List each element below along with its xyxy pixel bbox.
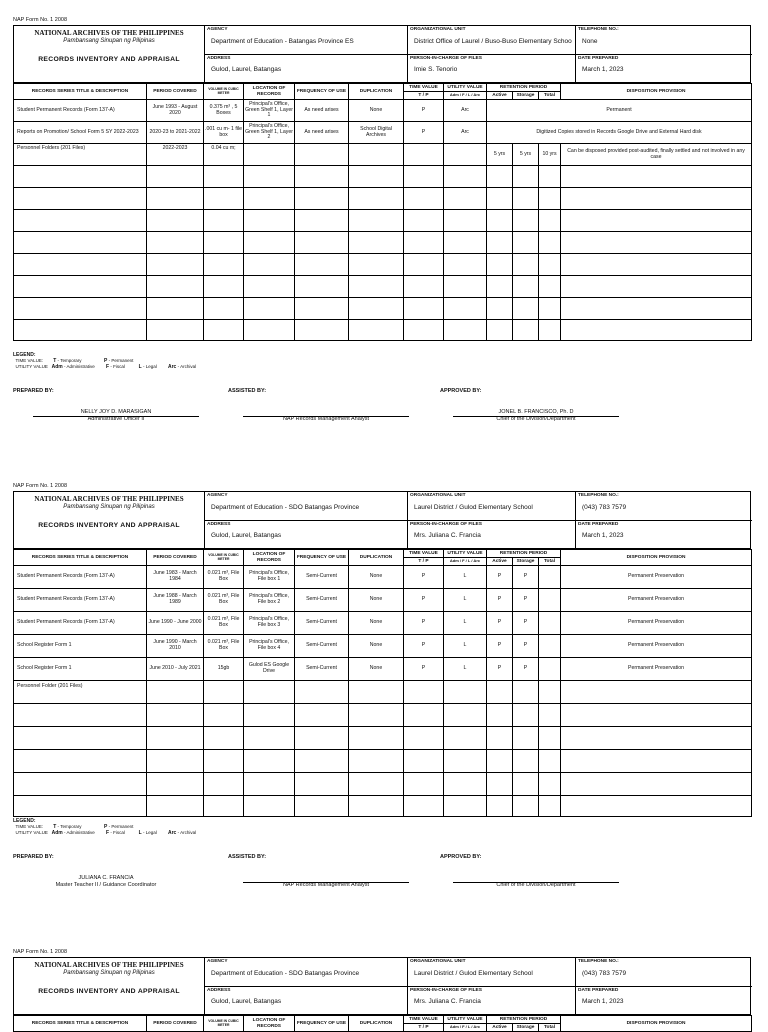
col-location: LOCATION OF RECORDS [244,84,295,100]
address-value: Gulod, Laurel, Batangas [211,532,282,539]
col-disposition: DISPOSITION PROVISION [561,84,752,100]
nat-title: NATIONAL ARCHIVES OF THE PHILIPPINES [34,29,184,37]
col-utility-sub: Adm / F / L / Arc [444,92,487,100]
inventory-table: RECORDS SERIES TITLE & DESCRIPTION PERIOD COVERED VOLUME IN CUBIC METER LOCATION OF RECORDS FREQUENCY OF USE DUPLICATION TIME VALUE UTILITY VALUE RETENTION PERIOD DISPOSITION PROVISION T / P Adm / F / L / Arc Active Storage Total Student Permanent Records (Form 137-A) June 1983 - March 1984 0.021 m³, File Box Principal's Office, File box 1 Semi-Current None P L P P Permanent Preservation Student Permanent Records (Form 137-A) June 1988 - March 1989 0.021 m³, File Box Principal's Office, File box 2 Semi-Current None P L P P Permanent Preservation Student Permanent Records (Form 137-A) June 1990 - June 2000 0.021 m³, File Box Principal's Office, File box 3 Semi-Current None P L P P Permanent Preservation School Register Form 1 June 1990 - March 2010 0.021 m³, File Box Principal's Office, File box 4 Semi-Current None P L P P Permanent Preservation School Register Form 1 June 2010 - July 2021 15gb Gulod ES Google Drive Semi-Current None P L P P Permanent Preservation Personnel Folder (201 Files) [13,549,752,817]
form-number: NAP Form No. 1 2008 [13,17,68,23]
prepared-name: JULIANA C. FRANCIA [78,875,134,881]
address-label: ADDRESS [207,56,231,61]
org-unit-label: ORGANIZATIONAL UNIT [410,27,466,32]
person-label: PERSON-IN-CHARGE OF FILES [410,56,482,61]
nat-subtitle: Pambansang Sinupan ng Pilipinas [63,504,155,510]
form-header [13,25,751,83]
records-title: RECORDS INVENTORY AND APPRAISAL [38,56,180,63]
col-active: Active [487,92,513,100]
form-number: NAP Form No. 1 2008 [13,483,68,489]
table-row: Student Permanent Records (Form 137-A) June 1990 - June 2000 0.021 m³, File Box Principal's Office, File box 3 Semi-Current None P L P P Permanent Preservation [14,612,752,635]
col-utility: UTILITY VALUE [444,84,487,92]
inventory-table: RECORDS SERIES TITLE & DESCRIPTION PERIOD COVERED VOLUME IN CUBIC METER LOCATION OF RECORDS FREQUENCY OF USE DUPLICATION TIME VALUE UTILITY VALUE RETENTION PERIOD DISPOSITION PROVISION T / P Adm / F / L / Arc Active Storage Total [13,1015,752,1032]
legend: LEGEND: TIME VALUE: T - Temporary P - Permanent UTILITY VALUE Adm - Administrative F - Fiscal L - Legal Arc - Archival [13,818,197,836]
table-row: School Register Form 1 June 1990 - March 2010 0.021 m³, File Box Principal's Office, File box 4 Semi-Current None P L P P Permanent Preservation [14,635,752,658]
nat-subtitle: Pambansang Sinupan ng Pilipinas [63,38,155,44]
date-label: DATE PREPARED [578,56,619,61]
telephone-label: TELEPHONE NO.: [578,27,619,32]
table-row: Student Permanent Records (Form 137-A) June 1993 - August 2020 0.375 m³ , 5 Boxes Principal's Office, Green Shelf 1, Layer 1 As need arises None P Arc Permanent [14,100,752,122]
org-unit-value: Laurel District / Gulod Elementary School [414,970,533,977]
col-frequency: FREQUENCY OF USE [295,84,349,100]
org-unit-value: District Office of Laurel / Buso-Buso Elementary Schoo [414,38,572,45]
table-row: Student Permanent Records (Form 137-A) June 1988 - March 1989 0.021 m³, File Box Principal's Office, File box 2 Semi-Current None P L P P Permanent Preservation [14,589,752,612]
table-row: Student Permanent Records (Form 137-A) June 1983 - March 1984 0.021 m³, File Box Principal's Office, File box 1 Semi-Current None P L P P Permanent Preservation [14,566,752,589]
agency-value: Department of Education - SDO Batangas Province [211,970,360,977]
telephone-value: (043) 783 7579 [582,970,627,977]
legend: LEGEND: TIME VALUE: T - Temporary P - Permanent UTILITY VALUE Adm - Administrative F - Fiscal L - Legal Arc - Archival [13,352,197,370]
nat-title: NATIONAL ARCHIVES OF THE PHILIPPINES [34,495,184,503]
approved-name: JONEL B. FRANCISCO, Ph. D [498,409,574,415]
col-retention: RETENTION PERIOD [487,84,561,92]
org-unit-value: Laurel District / Gulod Elementary School [414,504,533,511]
inventory-table [13,83,752,341]
approved-by-label: APPROVED BY: [440,388,482,394]
agency-value: Department of Education - Batangas Province ES [211,38,354,45]
col-time-value: TIME VALUE [404,84,444,92]
table-row: School Register Form 1 June 2010 - July 2021 15gb Gulod ES Google Drive Semi-Current None P L P P Permanent Preservation [14,658,752,681]
col-tp: T / P [404,92,444,100]
col-volume: VOLUME IN CUBIC METER [204,84,244,100]
col-duplication: DUPLICATION [349,84,404,100]
person-value: Mrs. Juliana C. Francia [414,532,481,539]
table-row: Reports on Promotion/ School Form 5 SY 2022-2023 2020-23 to 2021-2022 .001 cu m- 1 file box Principal's Office, Green Shelf 1, Layer 2 As need arises School Digital Archives P Arc Digitized Copies stored in Records Google Drive and External Hard disk [14,122,752,144]
form-header: NATIONAL ARCHIVES OF THE PHILIPPINES Pambansang Sinupan ng Pilipinas RECORDS INVENTORY AND APPRAISAL AGENCY Department of Education - SDO Batangas Province ADDRESS Gulod, Laurel, Batangas ORGANIZATIONAL UNIT Laurel District / Gulod Elementary School PERSON-IN-CHARGE OF FILES Mrs. Juliana C. Francia TELEPHONE NO.: (043) 783 7579 DATE PREPARED March 1, 2023 [13,491,751,549]
approved-title: Chief of the Division/Department [496,416,576,422]
telephone-value: (043) 783 7579 [582,504,627,511]
assisted-title: NAP Records Management Analyst [282,416,370,422]
records-title: RECORDS INVENTORY AND APPRAISAL [38,522,180,529]
table-row: Personnel Folders (201 Files) 2022-2023 0.04 cu m; 5 yrs 5 yrs 10 yrs Can be disposed provided post-audited, finally settled and not involved in any case [14,144,752,166]
assisted-by-label: ASSISTED BY: [228,388,267,394]
person-value: Imie S. Tenorio [414,66,458,73]
form-number: NAP Form No. 1 2008 [13,949,68,955]
agency-value: Department of Education - SDO Batangas Province [211,504,360,511]
form-header: NATIONAL ARCHIVES OF THE PHILIPPINES Pambansang Sinupan ng Pilipinas RECORDS INVENTORY AND APPRAISAL AGENCY Department of Education - SDO Batangas Province ADDRESS Gulod, Laurel, Batangas ORGANIZATIONAL UNIT Laurel District / Gulod Elementary School PERSON-IN-CHARGE OF FILES Mrs. Juliana C. Francia TELEPHONE NO.: (043) 783 7579 DATE PREPARED March 1, 2023 [13,957,751,1015]
col-storage: Storage [513,92,539,100]
prepared-title: Administrative Officer II [87,416,145,422]
prepared-by-label: PREPARED BY: [13,388,54,394]
agency-label: AGENCY [207,27,228,32]
address-value: Gulod, Laurel, Batangas [211,998,282,1005]
date-value: March 1, 2023 [582,532,624,539]
date-value: March 1, 2023 [582,66,624,73]
col-series: RECORDS SERIES TITLE & DESCRIPTION [14,84,147,100]
assisted-title: NAP Records Management Analyst [282,882,370,888]
person-value: Mrs. Juliana C. Francia [414,998,481,1005]
approved-title: Chief of the Division/Department [496,882,576,888]
date-value: March 1, 2023 [582,998,624,1005]
prepared-name: NELLY JOY D. MARASIGAN [80,409,152,415]
address-value: Gulod, Laurel, Batangas [211,66,282,73]
col-total: Total [539,92,561,100]
telephone-value: None [582,38,598,45]
table-row: Personnel Folder (201 Files) [14,681,752,704]
prepared-title: Master Teacher II / Guidance Coordinator [55,882,157,888]
col-period: PERIOD COVERED [147,84,204,100]
